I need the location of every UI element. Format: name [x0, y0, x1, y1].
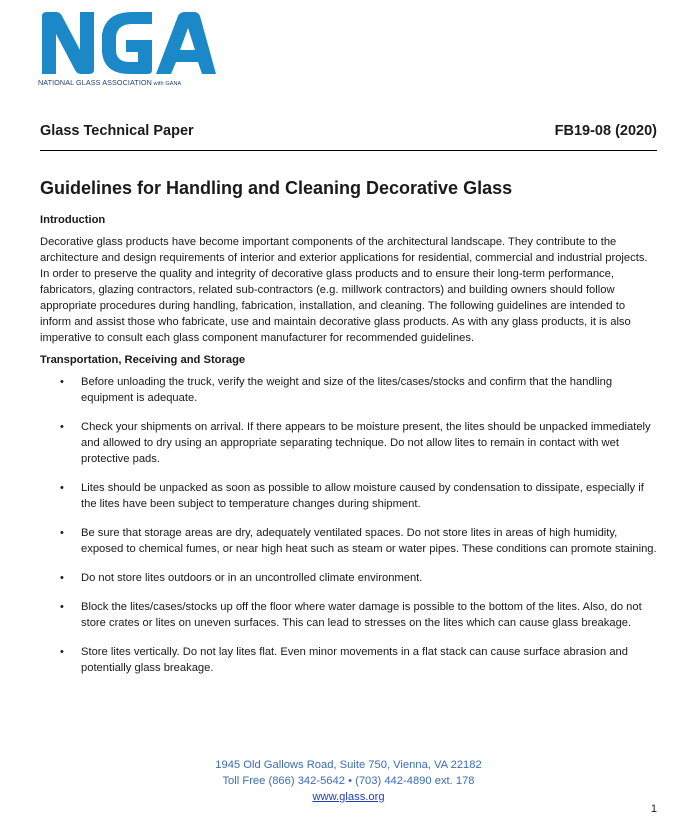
bullet-icon: • [60, 376, 64, 388]
logo-tagline-small: with GANA [151, 81, 182, 87]
nga-logo-mark [38, 10, 218, 78]
list-item [40, 525, 657, 557]
logo-tagline [38, 78, 181, 87]
header-divider [40, 150, 657, 151]
list-item [40, 480, 657, 512]
paper-type: Glass Technical Paper [40, 123, 194, 139]
bullet-icon: • [60, 527, 64, 539]
document-body [40, 212, 657, 689]
list-item-text: Be sure that storage areas are dry, adequately ventilated spaces. Do not store lites in areas of high humidity, exposed to chemical fumes, or near high heat such as steam or water pipes. These conditions can promote staining. [81, 527, 657, 555]
transport-heading: Transportation, Receiving and Storage [40, 354, 246, 366]
bullet-icon: • [60, 572, 64, 584]
bullet-icon: • [60, 482, 64, 494]
page-number: 1 [650, 803, 657, 815]
list-item-text: Store lites vertically. Do not lay lites flat. Even minor movements in a flat stack can cause surface abrasion and potentially glass breakage. [81, 646, 628, 674]
list-item [40, 599, 657, 631]
list-item-text: Lites should be unpacked as soon as possible to allow moisture caused by condensation to dissipate, especially if the lites have been subject to temperature changes during shipment. [81, 482, 644, 510]
logo-tagline-main: NATIONAL GLASS ASSOCIATION [38, 78, 152, 87]
list-item [40, 419, 657, 467]
document-header [40, 120, 657, 142]
document-number: FB19-08 (2020) [554, 123, 657, 139]
footer-phone: Toll Free (866) 342-5642 • (703) 442-4890 ext. 178 [222, 775, 475, 787]
page-title: Guidelines for Handling and Cleaning Decorative Glass [40, 178, 513, 198]
bullet-icon: • [60, 646, 64, 658]
nga-logo [38, 10, 218, 90]
list-item [40, 374, 657, 406]
bullet-icon: • [60, 421, 64, 433]
list-item [40, 570, 657, 586]
list-item-text: Before unloading the truck, verify the weight and size of the lites/cases/stocks and confirm that the handling equipment is adequate. [81, 376, 613, 404]
list-item-text: Check your shipments on arrival. If there appears to be moisture present, the lites should be unpacked immediately and allowed to dry using an appropriate separating technique. Do not allow lites to remain in contact with wet protective pads. [81, 421, 651, 465]
transport-bullet-list [40, 374, 657, 676]
list-item-text: Do not store lites outdoors or in an uncontrolled climate environment. [81, 572, 423, 584]
list-item-text: Block the lites/cases/stocks up off the floor where water damage is possible to the bottom of the lites. Also, do not store crates or lites on uneven surfaces. This can lead to stresses on the lites which can cause glass breakage. [81, 601, 642, 629]
footer-address: 1945 Old Gallows Road, Suite 750, Vienna, VA 22182 [215, 759, 482, 771]
page-footer [0, 757, 697, 805]
list-item [40, 644, 657, 676]
introduction-heading: Introduction [40, 214, 106, 226]
bullet-icon: • [60, 601, 64, 613]
introduction-paragraph: Decorative glass products have become important components of the architectural landscape. They contribute to the architecture and design requirements of interior and exterior applications for residential, commercial and industrial projects. In order to preserve the quality and integrity of decorative glass products and to ensure their long-term performance, fabricators, glazing contractors, related sub-contractors (e.g. millwork contractors) and building owners should follow appropriate procedures during handling, fabrication, installation, and cleaning. The following guidelines are intended to inform and assist those who fabricate, use and maintain decorative glass products. As with any glass products, it is also imperative to consult each glass component manufacturer for recommended guidelines. [40, 236, 648, 344]
website-link[interactable]: www.glass.org [312, 791, 385, 803]
